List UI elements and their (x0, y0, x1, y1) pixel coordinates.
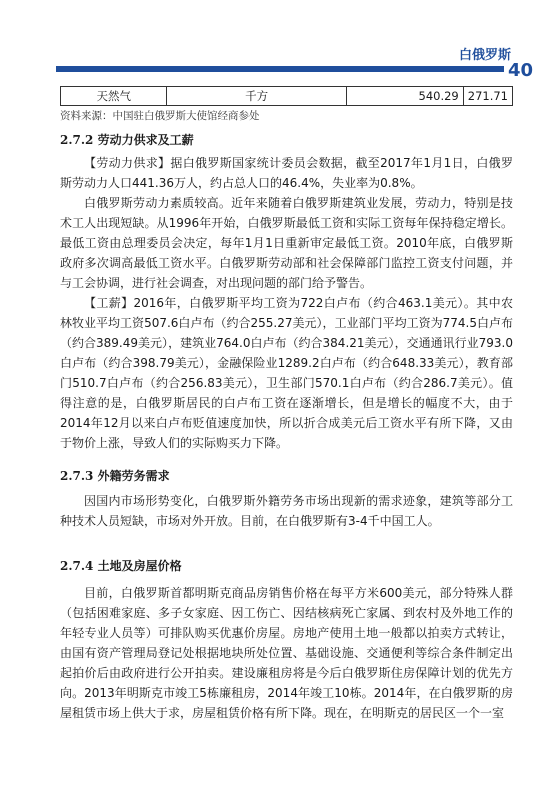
table-cell-value-2: 271.71 (463, 87, 512, 106)
table-cell-name: 天然气 (61, 87, 167, 106)
paragraph: 【劳动力供求】据白俄罗斯国家统计委员会数据，截至2017年1月1日，白俄罗斯劳动力人口441.36万人，约占总人口的46.4%，失业率为0.8%。 (60, 156, 513, 190)
section-heading: 2.7.3 外籍劳务需求 (60, 469, 170, 483)
section-heading: 2.7.2 劳动力供求及工薪 (60, 133, 194, 147)
paragraph: 目前，白俄罗斯首都明斯克商品房销售价格在每平方米600美元，部分特殊人群（包括困难家庭、多子女家庭、因工伤亡、因结核病死亡家属、到农村及外地工作的年轻专业人员等）可排队购买优惠价房屋。房地产使用土地一般都以拍卖方式转让，由国有资产管理局登记处根据地块所处位置、基础设施、交通便利等综合条件制定出起拍价后由政府进行公开拍卖。建设廉租房将是今后白俄罗斯住房保障计划的优先方向。2013年明斯克市竣工5栋廉租房，2014年竣工10栋。2014年，在白俄罗斯的房屋租赁市场上供大于求，房屋租赁价格有所下降。现在，在明斯克的居民区一个一室 (60, 586, 513, 720)
running-header-title: 白俄罗斯 (458, 48, 511, 63)
table-cell-unit: 千方 (167, 87, 346, 106)
table-cell-value-1: 540.29 (346, 87, 463, 106)
page-number: 40 (508, 60, 534, 81)
paragraph: 白俄罗斯劳动力素质较高。近年来随着白俄罗斯建筑业发展，劳动力，特别是技术工人出现短缺。从1996年开始，白俄罗斯最低工资和实际工资每年保持稳定增长。最低工资由总理委员会决定，每年1月1日重新审定最低工资。2010年底，白俄罗斯政府多次调高最低工资水平。白俄罗斯劳动部和社会保障部门监控工资支付问题，并与工会协调，进行社会调查，对出现问题的部门给予警告。 (60, 196, 513, 290)
paragraph: 【工薪】2016年，白俄罗斯平均工资为722白卢布（约合463.1美元）。其中农林牧业平均工资507.6白卢布（约合255.27美元），工业部门平均工资为774.5白卢布（约合389.49美元），建筑业764.0白卢布（约合384.21美元），交通通讯行业793.0白卢布（约合398.79美元），金融保险业1289.2白卢布（约合648.33美元），教育部门510.7白卢布（约合256.83美元），卫生部门570.1白卢布（约合286.7美元）。值得注意的是，白俄罗斯居民的白卢布工资在逐渐增长，但是增长的幅度不大，由于2014年12月以来白卢布贬值速度加快，所以折合成美元后工资水平有所下降，又由于物价上涨，导致人们的实际购买力下降。 (60, 296, 513, 450)
section-heading: 2.7.4 土地及房屋价格 (60, 559, 182, 573)
paragraph: 因国内市场形势变化，白俄罗斯外籍劳务市场出现新的需求迹象，建筑等部分工种技术人员短缺，市场对外开放。目前，在白俄罗斯有3-4千中国工人。 (60, 494, 513, 528)
header-rule (56, 66, 504, 72)
data-table (60, 86, 513, 106)
table-row (61, 87, 513, 106)
source-note: 资料来源：中国驻白俄罗斯大使馆经商参处 (60, 110, 260, 122)
